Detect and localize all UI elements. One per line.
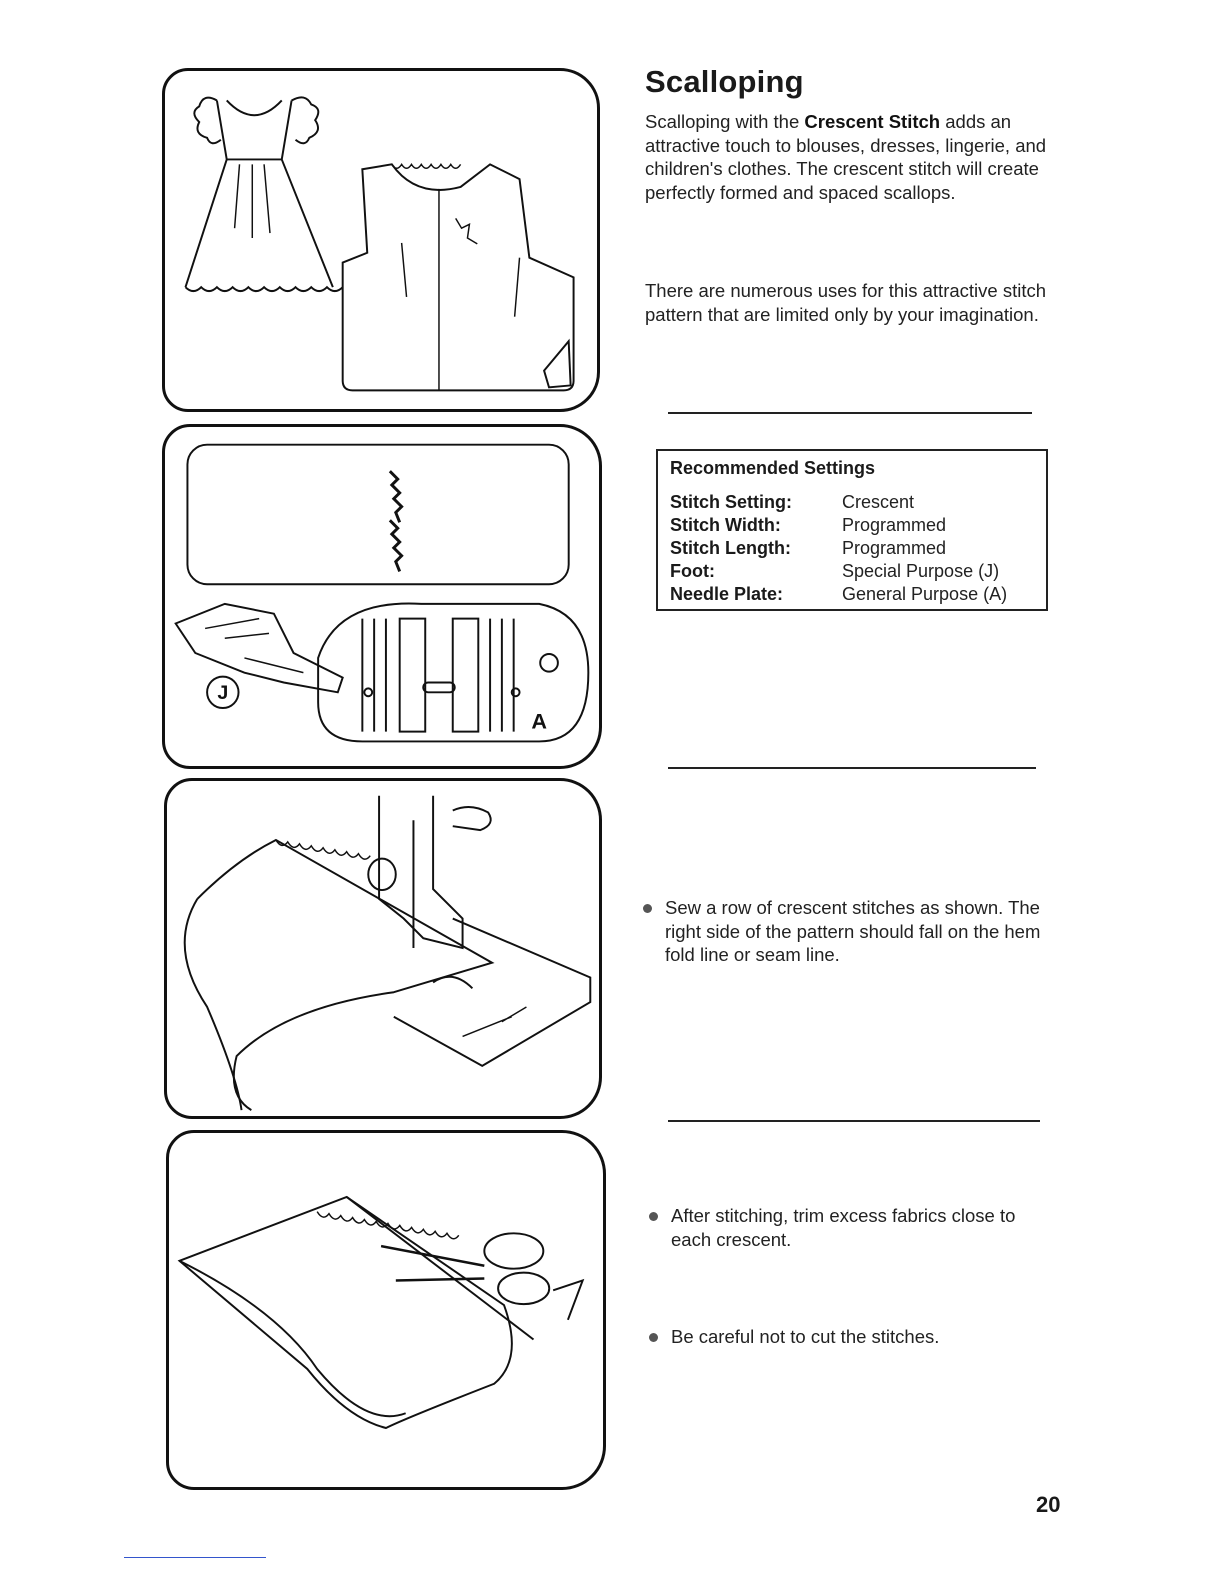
stitch-foot-plate-drawing	[165, 427, 599, 766]
section-divider	[668, 412, 1032, 414]
page-title: Scalloping	[645, 64, 804, 99]
section-divider	[668, 1120, 1040, 1122]
footer-rule	[124, 1557, 266, 1558]
foot-label: J	[217, 682, 229, 705]
settings-row	[670, 560, 1007, 583]
uses-paragraph: There are numerous uses for this attractive stitch pattern that are limited only by your imagination.	[645, 280, 1047, 325]
settings-row	[670, 583, 1007, 606]
step-text: Be careful not to cut the stitches.	[671, 1326, 940, 1347]
bullet-icon	[649, 1333, 658, 1342]
setting-value: General Purpose (A)	[842, 584, 1008, 604]
section-divider	[668, 767, 1036, 769]
step-text: After stitching, trim excess fabrics close to each crescent.	[671, 1205, 1016, 1250]
plate-label: A	[531, 708, 548, 734]
intro-text-after: adds an attractive touch to blouses, dresses, lingerie, and children's clothes. The crescent stitch will create perfectly formed and spaced scallops.	[645, 111, 1047, 203]
step-sew	[643, 896, 1043, 967]
intro-paragraph	[645, 110, 1055, 204]
setting-value: Programmed	[842, 538, 947, 558]
trimming-illustration	[166, 1130, 606, 1490]
garments-drawing	[165, 71, 597, 409]
step-trim	[649, 1204, 1049, 1251]
settings-row	[670, 514, 1007, 537]
foot-and-plate-illustration	[162, 424, 602, 769]
setting-value: Crescent	[842, 492, 915, 512]
bullet-icon	[649, 1212, 658, 1221]
trimming-drawing	[169, 1133, 603, 1487]
step-text: Sew a row of crescent stitches as shown. The right side of the pattern should fall on the hem fold line or seam line.	[665, 897, 1041, 965]
setting-value: Programmed	[842, 515, 947, 535]
crescent-stitch-term: Crescent Stitch	[804, 111, 941, 132]
intro-text-before: Scalloping with the	[645, 111, 805, 132]
setting-label: Stitch Width:	[670, 515, 781, 535]
garments-illustration	[162, 68, 600, 412]
settings-row	[670, 491, 1007, 514]
setting-label: Foot:	[670, 561, 715, 581]
setting-value: Special Purpose (J)	[842, 561, 1000, 581]
step-caution	[649, 1325, 1049, 1349]
bullet-icon	[643, 904, 652, 913]
page-number: 20	[1036, 1492, 1061, 1517]
settings-heading: Recommended Settings	[670, 458, 876, 478]
setting-label: Stitch Setting:	[670, 492, 792, 512]
sewing-illustration	[164, 778, 602, 1119]
settings-table	[670, 491, 1007, 606]
setting-label: Stitch Length:	[670, 538, 791, 558]
settings-row	[670, 537, 1007, 560]
setting-label: Needle Plate:	[670, 584, 784, 604]
recommended-settings-box	[656, 449, 1048, 611]
sewing-drawing	[167, 781, 599, 1116]
